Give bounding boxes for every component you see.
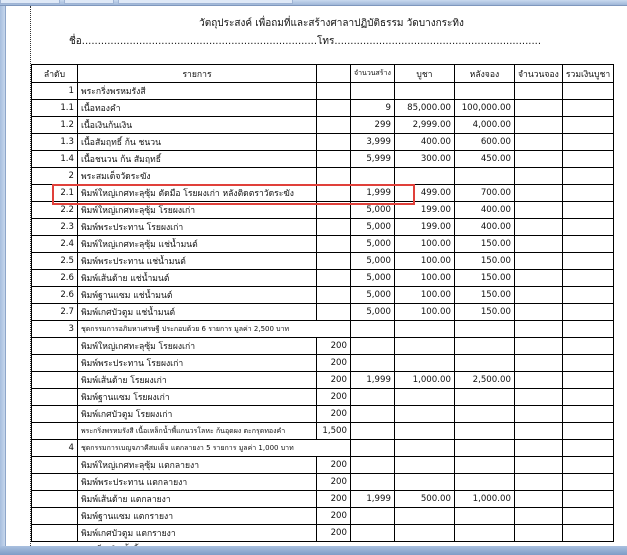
row-price — [394, 389, 454, 406]
row-set-qty — [317, 134, 351, 151]
row-item: พิมพ์พระประทาน โรยผงเก่า — [78, 355, 317, 372]
row-booked[interactable] — [514, 508, 562, 525]
row-booked[interactable] — [514, 168, 562, 185]
col-header-item: รายการ — [78, 65, 317, 83]
row-set-qty: 200 — [317, 355, 351, 372]
row-booked[interactable] — [514, 372, 562, 389]
row-price — [394, 168, 454, 185]
row-total[interactable] — [562, 287, 613, 304]
row-built: 5,000 — [351, 253, 395, 270]
row-total[interactable] — [562, 168, 613, 185]
table-row — [32, 406, 614, 423]
row-no — [32, 372, 78, 389]
row-set-qty — [317, 83, 351, 100]
phone-label: โทร — [317, 36, 335, 47]
row-after-booking — [454, 508, 514, 525]
row-no: 2.7 — [32, 304, 78, 321]
row-no — [32, 457, 78, 474]
row-no: 2.6 — [32, 270, 78, 287]
row-no: 1.3 — [32, 134, 78, 151]
table-row — [32, 236, 614, 253]
table-row — [32, 117, 614, 134]
row-booked[interactable] — [514, 236, 562, 253]
row-total[interactable] — [562, 389, 613, 406]
row-set-qty — [317, 270, 351, 287]
row-price: 1,000.00 — [394, 372, 454, 389]
table-row — [32, 440, 614, 457]
row-no — [32, 491, 78, 508]
col-header-set-qty — [317, 65, 351, 83]
row-total[interactable] — [562, 321, 613, 338]
table-row — [32, 270, 614, 287]
row-item: เนื้อชนวน ก้น สัมฤทธิ์ — [78, 151, 317, 168]
row-item: พิมพ์เส้นด้าย โรยผงเก่า — [78, 372, 317, 389]
row-price: 100.00 — [394, 253, 454, 270]
row-booked[interactable] — [514, 117, 562, 134]
row-item: พิมพ์ฐานแซม โรยผงเก่า — [78, 389, 317, 406]
col-header-built: จำนวนสร้าง — [351, 65, 395, 83]
row-price — [394, 406, 454, 423]
row-no: 1.1 — [32, 100, 78, 117]
row-price — [394, 321, 454, 338]
row-total[interactable] — [562, 304, 613, 321]
row-after-booking: 700.00 — [454, 185, 514, 202]
row-booked[interactable] — [514, 474, 562, 491]
row-no — [32, 389, 78, 406]
row-after-booking — [454, 389, 514, 406]
row-total[interactable] — [562, 185, 613, 202]
col-header-booked: จำนวนจอง — [514, 65, 562, 83]
table-row — [32, 457, 614, 474]
toolbar-tab[interactable] — [118, 0, 293, 4]
row-built — [351, 474, 395, 491]
row-booked[interactable] — [514, 321, 562, 338]
row-set-qty — [317, 304, 351, 321]
row-built: 299 — [351, 117, 395, 134]
row-booked[interactable] — [514, 287, 562, 304]
table-row — [32, 100, 614, 117]
row-booked[interactable] — [514, 134, 562, 151]
row-booked[interactable] — [514, 355, 562, 372]
row-item: พิมพ์พระประทาน แช่น้ำมนต์ — [78, 253, 317, 270]
row-built — [351, 440, 395, 457]
row-total[interactable] — [562, 253, 613, 270]
row-set-qty: 200 — [317, 338, 351, 355]
document-title: วัตถุประสงค์ เพื่อถมที่และสร้างศาลาปฏิบัติธรรม วัดบางกระทิง — [199, 18, 464, 29]
row-booked[interactable] — [514, 440, 562, 457]
row-set-qty — [317, 168, 351, 185]
row-built — [351, 338, 395, 355]
row-after-booking — [454, 457, 514, 474]
row-total[interactable] — [562, 491, 613, 508]
table-header-row — [32, 65, 614, 83]
table-row — [32, 168, 614, 185]
row-item: เนื้อทองคำ — [78, 100, 317, 117]
row-booked[interactable] — [514, 304, 562, 321]
row-after-booking: 2,500.00 — [454, 372, 514, 389]
row-booked[interactable] — [514, 270, 562, 287]
row-no — [32, 355, 78, 372]
table-row — [32, 508, 614, 525]
table-row — [32, 253, 614, 270]
name-phone-line — [69, 34, 541, 49]
row-built — [351, 423, 395, 440]
row-total[interactable] — [562, 355, 613, 372]
row-price — [394, 83, 454, 100]
row-total[interactable] — [562, 372, 613, 389]
row-after-booking: 400.00 — [454, 202, 514, 219]
row-set-qty: 200 — [317, 372, 351, 389]
row-built: 5,000 — [351, 219, 395, 236]
row-set-qty — [317, 185, 351, 202]
order-table — [31, 64, 614, 542]
col-header-no: ลำดับ — [32, 65, 78, 83]
row-after-booking: 150.00 — [454, 236, 514, 253]
row-booked[interactable] — [514, 151, 562, 168]
table-row-highlighted — [32, 185, 614, 202]
col-header-total: รวมเงินบูชา — [562, 65, 613, 83]
row-no — [32, 338, 78, 355]
row-no — [32, 508, 78, 525]
table-row — [32, 389, 614, 406]
table-row — [32, 491, 614, 508]
row-price — [394, 525, 454, 542]
row-no: 2 — [32, 168, 78, 185]
row-item: พิมพ์เส้นด้าย แตกลายงา — [78, 491, 317, 508]
row-price: 85,000.00 — [394, 100, 454, 117]
row-built: 5,000 — [351, 236, 395, 253]
table-row — [32, 134, 614, 151]
row-built — [351, 355, 395, 372]
row-built — [351, 321, 395, 338]
row-after-booking — [454, 83, 514, 100]
row-built: 5,000 — [351, 287, 395, 304]
row-built: 1,999 — [351, 491, 395, 508]
row-price: 199.00 — [394, 219, 454, 236]
col-header-price: บูชา — [394, 65, 454, 83]
row-after-booking: 400.00 — [454, 219, 514, 236]
row-after-booking: 150.00 — [454, 287, 514, 304]
row-no: 1.4 — [32, 151, 78, 168]
row-booked[interactable] — [514, 185, 562, 202]
row-set-qty: 200 — [317, 525, 351, 542]
row-price — [394, 338, 454, 355]
row-after-booking — [454, 474, 514, 491]
row-set-qty: 200 — [317, 406, 351, 423]
row-built: 5,000 — [351, 202, 395, 219]
row-total[interactable] — [562, 423, 613, 440]
row-booked[interactable] — [514, 100, 562, 117]
row-built — [351, 389, 395, 406]
row-booked[interactable] — [514, 406, 562, 423]
row-total[interactable] — [562, 525, 613, 542]
row-total[interactable] — [562, 338, 613, 355]
row-booked[interactable] — [514, 457, 562, 474]
row-price: 2,999.00 — [394, 117, 454, 134]
row-price: 100.00 — [394, 270, 454, 287]
row-after-booking: 150.00 — [454, 304, 514, 321]
row-total[interactable] — [562, 202, 613, 219]
row-built: 3,999 — [351, 134, 395, 151]
row-after-booking — [454, 423, 514, 440]
row-item: เนื้อเงินก้นเงิน — [78, 117, 317, 134]
row-item: เนื้อสัมฤทธิ์ ก้น ชนวน — [78, 134, 317, 151]
toolbar-tab[interactable] — [0, 0, 60, 4]
table-row — [32, 321, 614, 338]
row-no: 1.2 — [32, 117, 78, 134]
row-built — [351, 525, 395, 542]
row-after-booking — [454, 168, 514, 185]
row-after-booking — [454, 525, 514, 542]
row-no: 3 — [32, 321, 78, 338]
row-item: พิมพ์เกศบัวตูม โรยผงเก่า — [78, 406, 317, 423]
row-total[interactable] — [562, 219, 613, 236]
row-total[interactable] — [562, 134, 613, 151]
row-set-qty — [317, 151, 351, 168]
row-item: พิมพ์ใหญ่เกศทะลุซุ้ม แช่น้ำมนต์ — [78, 236, 317, 253]
col-header-after-booking: หลังจอง — [454, 65, 514, 83]
row-booked[interactable] — [514, 525, 562, 542]
table-row — [32, 304, 614, 321]
row-set-qty: 200 — [317, 508, 351, 525]
row-item: พิมพ์เกศบัวตูม แตกรายงา — [78, 525, 317, 542]
row-after-booking: 150.00 — [454, 253, 514, 270]
row-after-booking — [454, 440, 514, 457]
row-price: 499.00 — [394, 185, 454, 202]
table-row — [32, 151, 614, 168]
row-set-qty: 1,500 — [317, 423, 351, 440]
row-built — [351, 457, 395, 474]
row-set-qty: 200 — [317, 474, 351, 491]
row-set-qty: 200 — [317, 457, 351, 474]
row-after-booking — [454, 355, 514, 372]
row-built — [351, 83, 395, 100]
row-price — [394, 457, 454, 474]
row-item: พระกริ่งพรหมรังสี เนื้อเหล็กน้ำพี้แกนวรโลหะ ก้นอุดผง ตะกรุดทองคำ — [78, 423, 317, 440]
table-row — [32, 474, 614, 491]
row-no: 2.4 — [32, 236, 78, 253]
row-built — [351, 168, 395, 185]
row-after-booking: 150.00 — [454, 270, 514, 287]
row-total[interactable] — [562, 236, 613, 253]
row-total[interactable] — [562, 406, 613, 423]
name-label: ชื่อ — [69, 36, 82, 47]
row-booked[interactable] — [514, 83, 562, 100]
row-item: พิมพ์เส้นด้าย แช่น้ำมนต์ — [78, 270, 317, 287]
row-price: 100.00 — [394, 287, 454, 304]
row-price — [394, 423, 454, 440]
row-total[interactable] — [562, 508, 613, 525]
row-price — [394, 508, 454, 525]
row-item: พิมพ์ใหญ่เกศทะลุซุ้ม โรยผงเก่า — [78, 338, 317, 355]
row-after-booking — [454, 338, 514, 355]
table-row — [32, 372, 614, 389]
row-price — [394, 355, 454, 372]
row-no: 1 — [32, 83, 78, 100]
row-total[interactable] — [562, 457, 613, 474]
row-built — [351, 508, 395, 525]
row-item: พระกริ่งพรหมรังสี — [78, 83, 317, 100]
row-booked[interactable] — [514, 253, 562, 270]
row-no — [32, 406, 78, 423]
row-item: พิมพ์ใหญ่เกศทะลุซุ้ม โรยผงเก่า — [78, 202, 317, 219]
row-total[interactable] — [562, 440, 613, 457]
row-set-qty — [317, 287, 351, 304]
row-set-qty: 200 — [317, 389, 351, 406]
row-no: 2.2 — [32, 202, 78, 219]
toolbar-tab[interactable] — [64, 0, 114, 4]
table-row — [32, 423, 614, 440]
row-item: พระสมเด็จวัดระฆัง — [78, 168, 317, 185]
row-no: 4 — [32, 440, 78, 457]
row-after-booking: 4,000.00 — [454, 117, 514, 134]
row-total[interactable] — [562, 474, 613, 491]
row-after-booking — [454, 321, 514, 338]
row-built: 5,000 — [351, 304, 395, 321]
row-booked[interactable] — [514, 219, 562, 236]
table-row — [32, 287, 614, 304]
row-built — [351, 406, 395, 423]
row-after-booking: 450.00 — [454, 151, 514, 168]
row-price: 300.00 — [394, 151, 454, 168]
row-item: พิมพ์ใหญ่เกศทะลุซุ้ม ตัดมือ โรยผงเก่า หลังติดตราวัดระฆัง — [78, 185, 317, 202]
row-after-booking: 1,000.00 — [454, 491, 514, 508]
table-row — [32, 219, 614, 236]
row-item: ชุดกรรมการอภิมหาเศรษฐี ประกอบด้วย 6 รายการ มูลค่า 2,500 บาท — [78, 321, 351, 338]
row-item: พิมพ์พระประทาน แตกลายงา — [78, 474, 317, 491]
row-price: 400.00 — [394, 134, 454, 151]
row-no: 2.5 — [32, 253, 78, 270]
row-set-qty — [317, 202, 351, 219]
row-item: พิมพ์เกศบัวตูม แช่น้ำมนต์ — [78, 304, 317, 321]
status-bar — [0, 546, 627, 555]
table-row — [32, 525, 614, 542]
row-after-booking — [454, 406, 514, 423]
row-item: ชุดกรรมการเบญจภาคีสมเด็จ แตกลายงา 5 รายการ มูลค่า 1,000 บาท — [78, 440, 351, 457]
table-row — [32, 83, 614, 100]
row-set-qty — [317, 253, 351, 270]
table-row — [32, 355, 614, 372]
row-item: พิมพ์พระประทาน โรยผงเก่า — [78, 219, 317, 236]
row-price: 199.00 — [394, 202, 454, 219]
row-item: พิมพ์ฐานแซม แช่น้ำมนต์ — [78, 287, 317, 304]
row-booked[interactable] — [514, 389, 562, 406]
row-booked[interactable] — [514, 202, 562, 219]
row-set-qty — [317, 236, 351, 253]
row-price — [394, 474, 454, 491]
row-total[interactable] — [562, 100, 613, 117]
row-price: 500.00 — [394, 491, 454, 508]
row-set-qty — [317, 117, 351, 134]
row-no: 2.3 — [32, 219, 78, 236]
row-set-qty — [317, 100, 351, 117]
row-total[interactable] — [562, 270, 613, 287]
row-item: พิมพ์ใหญ่เกศทะลุซุ้ม แตกลายงา — [78, 457, 317, 474]
row-no: 2.6 — [32, 287, 78, 304]
row-booked[interactable] — [514, 423, 562, 440]
row-price: 100.00 — [394, 304, 454, 321]
row-item: พิมพ์ฐานแซม แตกรายงา — [78, 508, 317, 525]
name-field[interactable]: .......................................................................... — [81, 36, 318, 47]
table-row — [32, 338, 614, 355]
row-total[interactable] — [562, 151, 613, 168]
phone-field[interactable]: ................................................................. — [334, 36, 541, 47]
row-built: 5,000 — [351, 270, 395, 287]
row-after-booking: 600.00 — [454, 134, 514, 151]
row-built: 1,999 — [351, 185, 395, 202]
row-no: 2.1 — [32, 185, 78, 202]
row-set-qty — [317, 219, 351, 236]
row-total[interactable] — [562, 117, 613, 134]
row-built: 9 — [351, 100, 395, 117]
row-built: 1,999 — [351, 372, 395, 389]
row-no — [32, 525, 78, 542]
table-row — [32, 202, 614, 219]
row-total[interactable] — [562, 83, 613, 100]
document-page — [6, 6, 627, 546]
row-booked[interactable] — [514, 491, 562, 508]
row-set-qty: 200 — [317, 491, 351, 508]
row-price — [394, 440, 454, 457]
row-after-booking: 100,000.00 — [454, 100, 514, 117]
row-built: 5,999 — [351, 151, 395, 168]
row-no — [32, 423, 78, 440]
row-booked[interactable] — [514, 338, 562, 355]
row-no — [32, 474, 78, 491]
row-price: 100.00 — [394, 236, 454, 253]
